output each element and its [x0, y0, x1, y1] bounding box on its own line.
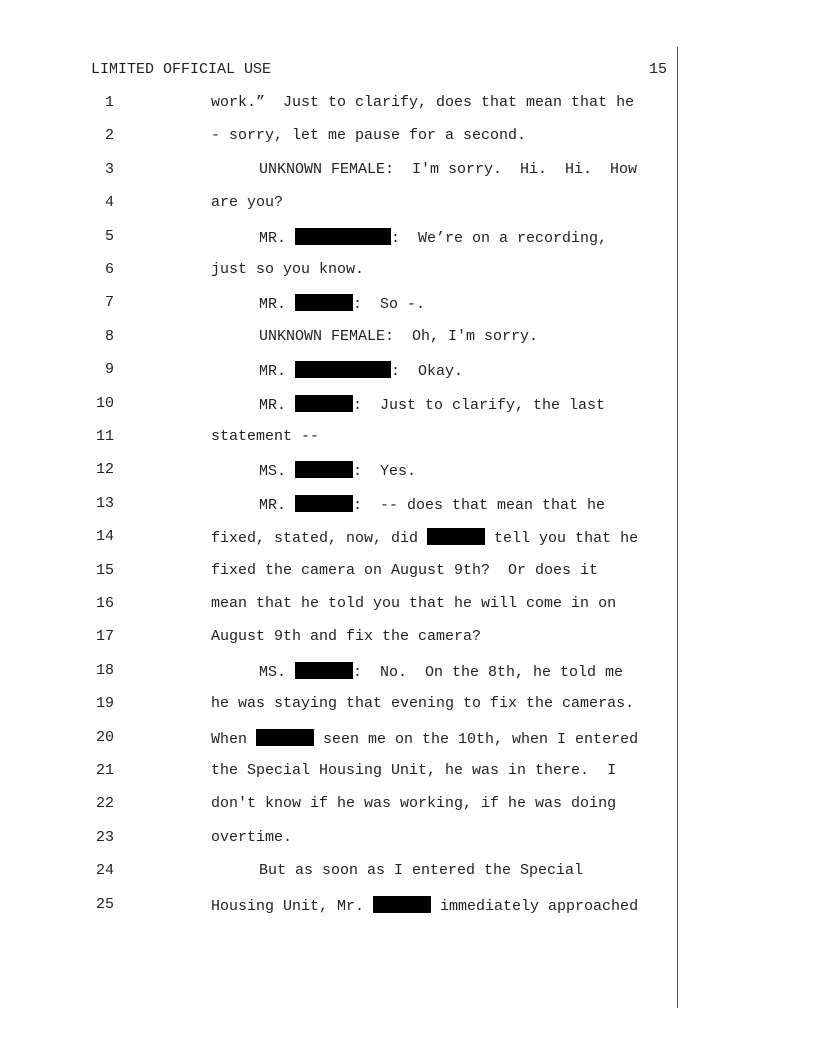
- line-text-segment: fixed the camera on August 9th? Or does it: [211, 561, 599, 579]
- transcript-line: [0, 194, 816, 218]
- line-text-segment: mean that he told you that he will come in on: [211, 595, 617, 612]
- page-number: 15: [648, 61, 667, 78]
- line-text: [211, 595, 616, 612]
- transcript-line: [0, 795, 816, 819]
- transcript-line: [0, 94, 816, 118]
- line-text-segment: just so you know.: [211, 261, 365, 278]
- line-number: 2: [104, 127, 114, 145]
- redaction-box: [427, 528, 485, 545]
- line-text-segment: statement --: [211, 428, 320, 445]
- line-text: [259, 361, 463, 380]
- line-text: [211, 528, 638, 547]
- line-text: [211, 94, 634, 111]
- transcript-line: [0, 896, 816, 920]
- line-text: [259, 328, 538, 345]
- transcript-line: [0, 762, 816, 786]
- line-number: 6: [104, 261, 114, 278]
- line-text-segment: are you?: [211, 194, 284, 212]
- line-text-segment: MR.: [259, 496, 296, 514]
- line-text-segment: MR.: [259, 296, 296, 314]
- line-text-segment: MR.: [259, 363, 296, 381]
- line-text-segment: : Just to clarify, the last: [353, 396, 606, 414]
- line-number: 3: [104, 160, 114, 178]
- redaction-box: [295, 228, 391, 245]
- line-text: [211, 896, 638, 915]
- line-text: [211, 795, 616, 812]
- transcript-line: [0, 261, 816, 285]
- line-number: 9: [104, 361, 114, 379]
- line-text-segment: - sorry, let me pause for a second.: [211, 127, 527, 145]
- line-text: [211, 695, 634, 712]
- redaction-box: [295, 662, 353, 679]
- line-text: [259, 395, 605, 414]
- transcript-line: [0, 428, 816, 452]
- line-number: 20: [95, 728, 114, 746]
- line-text: [211, 127, 526, 144]
- redaction-box: [295, 395, 353, 412]
- line-number: 11: [95, 428, 114, 445]
- line-number: 23: [95, 828, 114, 846]
- line-text: [211, 194, 283, 211]
- line-text: [259, 228, 607, 247]
- transcript-line: [0, 562, 816, 586]
- transcript-line: [0, 595, 816, 619]
- line-text-segment: UNKNOWN FEMALE: I'm sorry. Hi. Hi. How: [259, 160, 638, 178]
- transcript-line: [0, 695, 816, 719]
- line-text-segment: overtime.: [211, 828, 293, 846]
- line-text: [259, 662, 623, 681]
- line-text: [211, 628, 481, 645]
- transcript-line: [0, 829, 816, 853]
- line-text-segment: don't know if he was working, if he was doing: [211, 795, 617, 813]
- redaction-box: [295, 461, 353, 478]
- transcript-line: [0, 495, 816, 519]
- line-text-segment: the Special Housing Unit, he was in there. I: [211, 762, 617, 779]
- line-text-segment: seen me on the 10th, when I entered: [314, 730, 639, 748]
- transcript-line: [0, 294, 816, 318]
- transcript-line: [0, 228, 816, 252]
- line-text: [259, 461, 416, 480]
- line-text-segment: UNKNOWN FEMALE: Oh, I'm sorry.: [259, 327, 539, 345]
- line-number: 18: [95, 661, 114, 679]
- transcript-line: [0, 328, 816, 352]
- line-number: 15: [95, 561, 114, 579]
- line-number: 22: [95, 795, 114, 813]
- line-number: 1: [104, 94, 114, 111]
- line-text-segment: fixed, stated, now, did: [211, 530, 428, 548]
- redaction-box: [295, 495, 353, 512]
- line-text: [211, 762, 616, 779]
- line-number: 24: [95, 862, 114, 880]
- line-text: [211, 428, 319, 445]
- transcript-line: [0, 127, 816, 151]
- transcript-line: [0, 528, 816, 552]
- redaction-box: [256, 729, 314, 746]
- transcript-line: [0, 729, 816, 753]
- transcript-line: [0, 628, 816, 652]
- line-text-segment: : Okay.: [391, 363, 464, 381]
- line-text-segment: he was staying that evening to fix the cameras.: [211, 695, 635, 713]
- line-text-segment: : No. On the 8th, he told me: [353, 663, 624, 681]
- line-number: 25: [95, 895, 114, 913]
- line-text-segment: Housing Unit, Mr.: [211, 897, 374, 915]
- line-text: [211, 562, 598, 579]
- line-text: [259, 862, 583, 879]
- line-text-segment: : Yes.: [353, 463, 417, 481]
- transcript-line: [0, 461, 816, 485]
- line-text-segment: : So -.: [353, 296, 426, 314]
- transcript-line: [0, 361, 816, 385]
- transcript-line: [0, 395, 816, 419]
- line-text: [211, 729, 638, 748]
- redaction-box: [373, 896, 431, 913]
- line-text-segment: : We’re on a recording,: [391, 229, 608, 247]
- line-number: 17: [95, 628, 114, 646]
- line-text-segment: MS.: [259, 663, 296, 681]
- line-number: 14: [95, 528, 114, 546]
- transcript-line: [0, 862, 816, 886]
- line-text-segment: MS.: [259, 463, 296, 481]
- transcript-line: [0, 161, 816, 185]
- line-text-segment: MR.: [259, 396, 296, 414]
- line-number: 21: [95, 762, 114, 779]
- line-text-segment: immediately approached: [431, 897, 639, 915]
- line-text-segment: work.” Just to clarify, does that mean that he: [211, 94, 635, 111]
- line-text: [211, 829, 292, 846]
- line-number: 7: [104, 294, 114, 312]
- line-number: 10: [95, 394, 114, 412]
- line-text: [259, 294, 425, 313]
- line-text: [259, 495, 605, 514]
- line-text-segment: MR.: [259, 229, 296, 247]
- line-text-segment: : -- does that mean that he: [353, 496, 606, 514]
- line-number: 12: [95, 461, 114, 479]
- line-number: 4: [104, 194, 114, 212]
- line-number: 16: [95, 595, 114, 612]
- line-text: [259, 161, 637, 178]
- classification-header: LIMITED OFFICIAL USE: [91, 61, 272, 78]
- line-number: 19: [95, 695, 114, 713]
- line-number: 13: [95, 494, 114, 512]
- line-number: 8: [104, 327, 114, 345]
- line-text-segment: But as soon as I entered the Special: [259, 862, 584, 880]
- line-text-segment: tell you that he: [485, 530, 639, 548]
- redaction-box: [295, 361, 391, 378]
- transcript-line: [0, 662, 816, 686]
- line-text-segment: When: [211, 730, 257, 748]
- redaction-box: [295, 294, 353, 311]
- line-text: [211, 261, 364, 278]
- line-text-segment: August 9th and fix the camera?: [211, 628, 482, 646]
- line-number: 5: [104, 227, 114, 245]
